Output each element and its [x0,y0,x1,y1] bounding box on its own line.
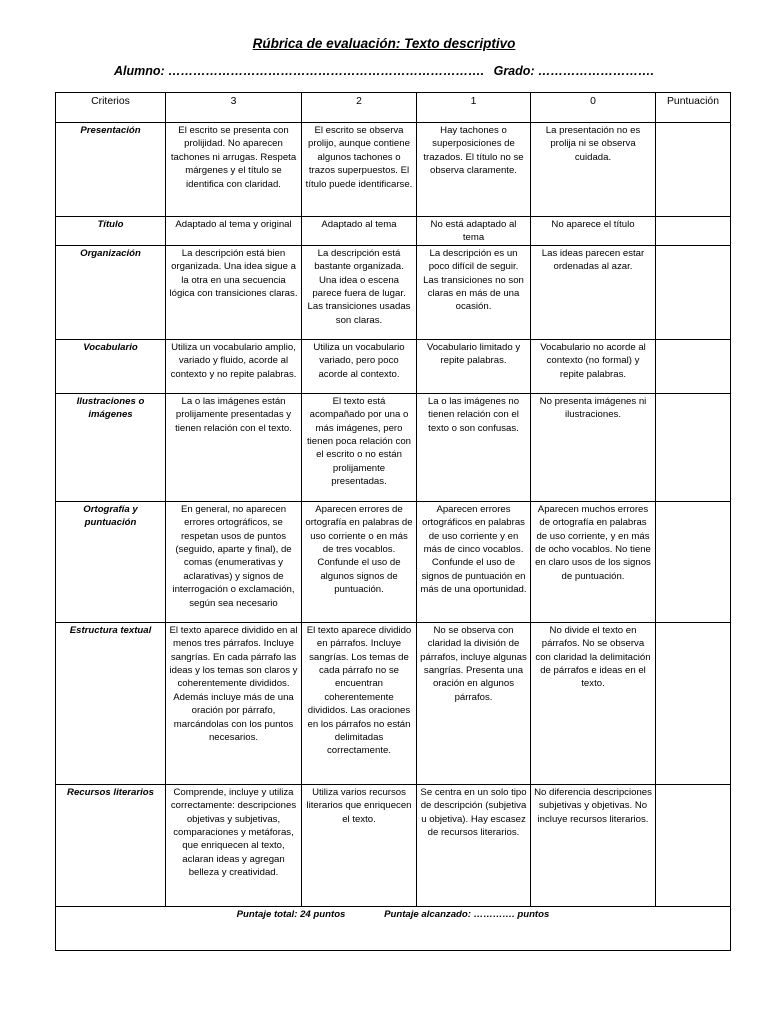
criterion-cell: Vocabulario [56,339,166,393]
level-3-cell: El texto aparece dividido en al menos tres párrafos. Incluye sangrías. En cada párrafo las ideas y los temas son claros y coherentemente divididos. Además incluye más de una oración por párrafo, marcándolas con los puntos necesarios. [166,622,302,784]
level-3-cell: Adaptado al tema y original [166,217,302,246]
score-cell[interactable] [656,339,731,393]
level-2-cell: Aparecen errores de ortografía en palabras de uso corriente o en más de tres vocablos. Confunde el uso de algunos signos de puntuación. [302,501,417,622]
level-2-cell: Utiliza varios recursos literarios que enriquecen el texto. [302,784,417,906]
level-1-cell: No se observa con claridad la división de párrafos, incluye algunas sangrías. Presenta una oración en algunos párrafos. [417,622,531,784]
student-info-line [0,64,768,78]
level-3-cell: En general, no aparecen errores ortográficos, se respetan usos de puntos (seguido, aparte y final), de comas (enumerativas y aclarativas) y signos de interrogación o exclamación, según sea necesario [166,501,302,622]
score-cell[interactable] [656,622,731,784]
level-2-cell: Adaptado al tema [302,217,417,246]
score-cell[interactable] [656,217,731,246]
level-0-cell: No divide el texto en párrafos. No se observa con claridad la delimitación de párrafos e ideas en el texto. [531,622,656,784]
level-0-cell: No presenta imágenes ni ilustraciones. [531,393,656,501]
level-1-cell: La descripción es un poco difícil de seguir. Las transiciones no son claras en más de una ocasión. [417,245,531,339]
score-cell[interactable] [656,123,731,217]
level-1-cell: Hay tachones o superposiciones de trazados. El título no se observa claramente. [417,123,531,217]
level-1-cell: La o las imágenes no tienen relación con el texto o son confusas. [417,393,531,501]
criterion-cell: Ilustraciones o imágenes [56,393,166,501]
table-row [56,245,731,339]
level-0-cell: La presentación no es prolija ni se observa cuidada. [531,123,656,217]
level-2-cell: El escrito se observa prolijo, aunque contiene algunos tachones o trazos superpuestos. El título puede identificarse. [302,123,417,217]
total-cell [56,906,731,950]
table-row [56,501,731,622]
table-row [56,622,731,784]
level-3-cell: La descripción está bien organizada. Una idea sigue a la otra en una secuencia lógica con transiciones claras. [166,245,302,339]
level-0-cell: No aparece el título [531,217,656,246]
header-level-2: 2 [302,93,417,123]
total-row [56,906,731,950]
achieved-score-label: Puntaje alcanzado: …………. puntos [384,908,550,920]
rubric-table [55,92,731,951]
level-0-cell: Aparecen muchos errores de ortografía en palabras de uso corriente, y en más de ocho vocablos. No tiene en claro usos de los signos de puntuación. [531,501,656,622]
criterion-cell: Recursos literarios [56,784,166,906]
criterion-cell: Ortografía y puntuación [56,501,166,622]
header-level-3: 3 [166,93,302,123]
level-1-cell: Aparecen errores ortográficos en palabras de uso corriente y en más de cinco vocablos. Confunde el uso de signos de puntuación en más de una oportunidad. [417,501,531,622]
score-cell[interactable] [656,784,731,906]
level-3-cell: La o las imágenes están prolijamente presentadas y tienen relación con el texto. [166,393,302,501]
total-score-label: Puntaje total: 24 puntos [236,908,346,920]
criterion-cell: Organización [56,245,166,339]
level-1-cell: Se centra en un solo tipo de descripción (subjetiva u objetiva). Hay escasez de recursos literarios. [417,784,531,906]
level-2-cell: La descripción está bastante organizada. Una idea o escena parece fuera de lugar. Las transiciones usadas son claras. [302,245,417,339]
criterion-cell: Presentación [56,123,166,217]
score-cell[interactable] [656,245,731,339]
level-3-cell: Comprende, incluye y utiliza correctamente: descripciones objetivas y subjetivas, comparaciones y metáforas, que enriquecen al texto, aclaran ideas y agregan belleza y creatividad. [166,784,302,906]
level-1-cell: Vocabulario limitado y repite palabras. [417,339,531,393]
table-row [56,784,731,906]
grade-label: Grado: ………………………. [493,64,655,78]
criterion-cell: Estructura textual [56,622,166,784]
table-row [56,339,731,393]
student-name-label: Alumno: …………………………………………………………………. [113,64,485,78]
score-cell[interactable] [656,393,731,501]
table-row [56,393,731,501]
header-row [56,93,731,123]
score-cell[interactable] [656,501,731,622]
level-2-cell: El texto aparece dividido en párrafos. Incluye sangrías. Los temas de cada párrafo no se encuentran coherentemente divididos. Las oraciones en los párrafos no están delimitadas correctamente. [302,622,417,784]
level-0-cell: Las ideas parecen estar ordenadas al azar. [531,245,656,339]
header-level-1: 1 [417,93,531,123]
table-row [56,123,731,217]
criterion-cell: Título [56,217,166,246]
level-0-cell: Vocabulario no acorde al contexto (no formal) y repite palabras. [531,339,656,393]
level-3-cell: El escrito se presenta con prolijidad. No aparecen tachones ni arrugas. Respeta márgenes y el título se identifica con claridad. [166,123,302,217]
document-title: Rúbrica de evaluación: Texto descriptivo [252,36,516,51]
level-3-cell: Utiliza un vocabulario amplio, variado y fluido, acorde al contexto y no repite palabras. [166,339,302,393]
level-0-cell: No diferencia descripciones subjetivas y objetivas. No incluye recursos literarios. [531,784,656,906]
level-2-cell: El texto está acompañado por una o más imágenes, pero tienen poca relación con el escrito o no están prolijamente presentadas. [302,393,417,501]
table-row [56,217,731,246]
level-1-cell: No está adaptado al tema [417,217,531,246]
header-puntuacion: Puntuación [656,93,731,123]
level-2-cell: Utiliza un vocabulario variado, pero poco acorde al contexto. [302,339,417,393]
header-level-0: 0 [531,93,656,123]
header-criterios: Criterios [56,93,166,123]
